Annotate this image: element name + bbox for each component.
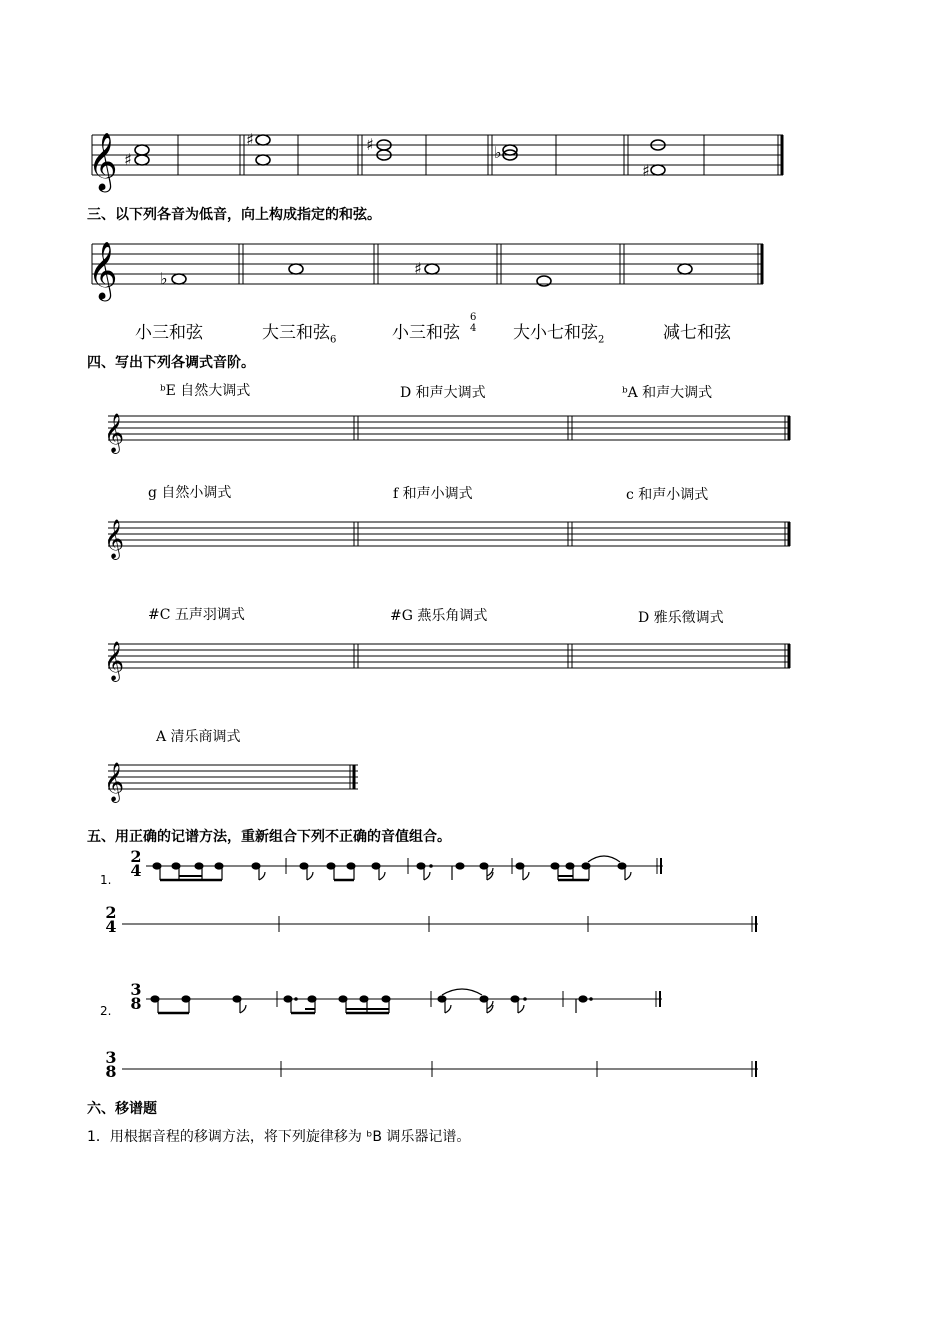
treble-clef-icon: 𝄞 bbox=[104, 762, 125, 802]
treble-clef-icon: 𝄞 bbox=[104, 519, 125, 559]
treble-clef-icon: 𝄞 bbox=[104, 413, 125, 453]
chord-label-1: 小三和弦 bbox=[135, 323, 203, 343]
rhythm-notes-2 bbox=[151, 989, 592, 1013]
time-signature-bottom: 4 bbox=[105, 917, 117, 936]
time-signature-top: 2 bbox=[105, 903, 117, 922]
exercise-number: 2. bbox=[100, 1004, 112, 1018]
chord-label-3: 小三和弦 bbox=[392, 323, 460, 343]
mode-label: ᵇA 和声大调式 bbox=[622, 385, 713, 401]
exercise-number: 1. bbox=[100, 873, 112, 887]
mode-label: D 和声大调式 bbox=[400, 385, 486, 401]
chord-figure-3: 6 4 bbox=[470, 312, 477, 334]
sharp-icon: ♯ bbox=[124, 150, 132, 169]
mode-label: f 和声小调式 bbox=[393, 486, 473, 502]
treble-clef-icon: 𝄞 bbox=[104, 641, 125, 681]
mode-label: #G 燕乐角调式 bbox=[390, 608, 488, 624]
mode-label: g 自然小调式 bbox=[148, 485, 232, 501]
time-signature-bottom: 8 bbox=[130, 994, 142, 1013]
section-5-heading: 五、用正确的记谱方法，重新组合下列不正确的音值组合。 bbox=[87, 829, 451, 845]
mode-label: #C 五声羽调式 bbox=[148, 607, 245, 623]
chord-label-4: 大小七和弦$_2$ bbox=[513, 323, 605, 346]
sharp-icon: ♯ bbox=[414, 259, 422, 278]
sharp-icon: ♯ bbox=[366, 135, 374, 154]
time-signature-bottom: 8 bbox=[105, 1062, 117, 1081]
time-signature-top: 2 bbox=[130, 847, 142, 866]
mode-label: D 雅乐徵调式 bbox=[638, 610, 724, 626]
sharp-icon: ♯ bbox=[642, 161, 650, 180]
treble-clef-icon: 𝄞 bbox=[88, 241, 118, 299]
sharp-icon: ♯ bbox=[246, 130, 254, 149]
time-signature-top: 3 bbox=[105, 1048, 117, 1067]
section-4-heading: 四、写出下列各调式音阶。 bbox=[87, 355, 255, 371]
transposition-instruction: 1．用根据音程的移调方法，将下列旋律移为 ᵇB 调乐器记谱。 bbox=[87, 1129, 471, 1145]
chord-label-5: 减七和弦 bbox=[663, 323, 731, 343]
flat-icon: ♭ bbox=[160, 269, 168, 288]
chord-label-2: 大三和弦$_6$ bbox=[262, 323, 337, 346]
mode-label: ᵇE 自然大调式 bbox=[160, 383, 251, 399]
time-signature-top: 3 bbox=[130, 980, 142, 999]
rhythm-notes-1 bbox=[153, 856, 631, 880]
treble-clef-icon: 𝄞 bbox=[88, 132, 118, 190]
section-6-heading: 六、移谱题 bbox=[87, 1101, 157, 1117]
section-3-heading: 三、以下列各音为低音，向上构成指定的和弦。 bbox=[87, 207, 381, 223]
flat-icon: ♭ bbox=[494, 143, 502, 162]
mode-label: c 和声小调式 bbox=[626, 487, 709, 503]
mode-label: A 清乐商调式 bbox=[156, 729, 241, 745]
time-signature-bottom: 4 bbox=[130, 861, 142, 880]
